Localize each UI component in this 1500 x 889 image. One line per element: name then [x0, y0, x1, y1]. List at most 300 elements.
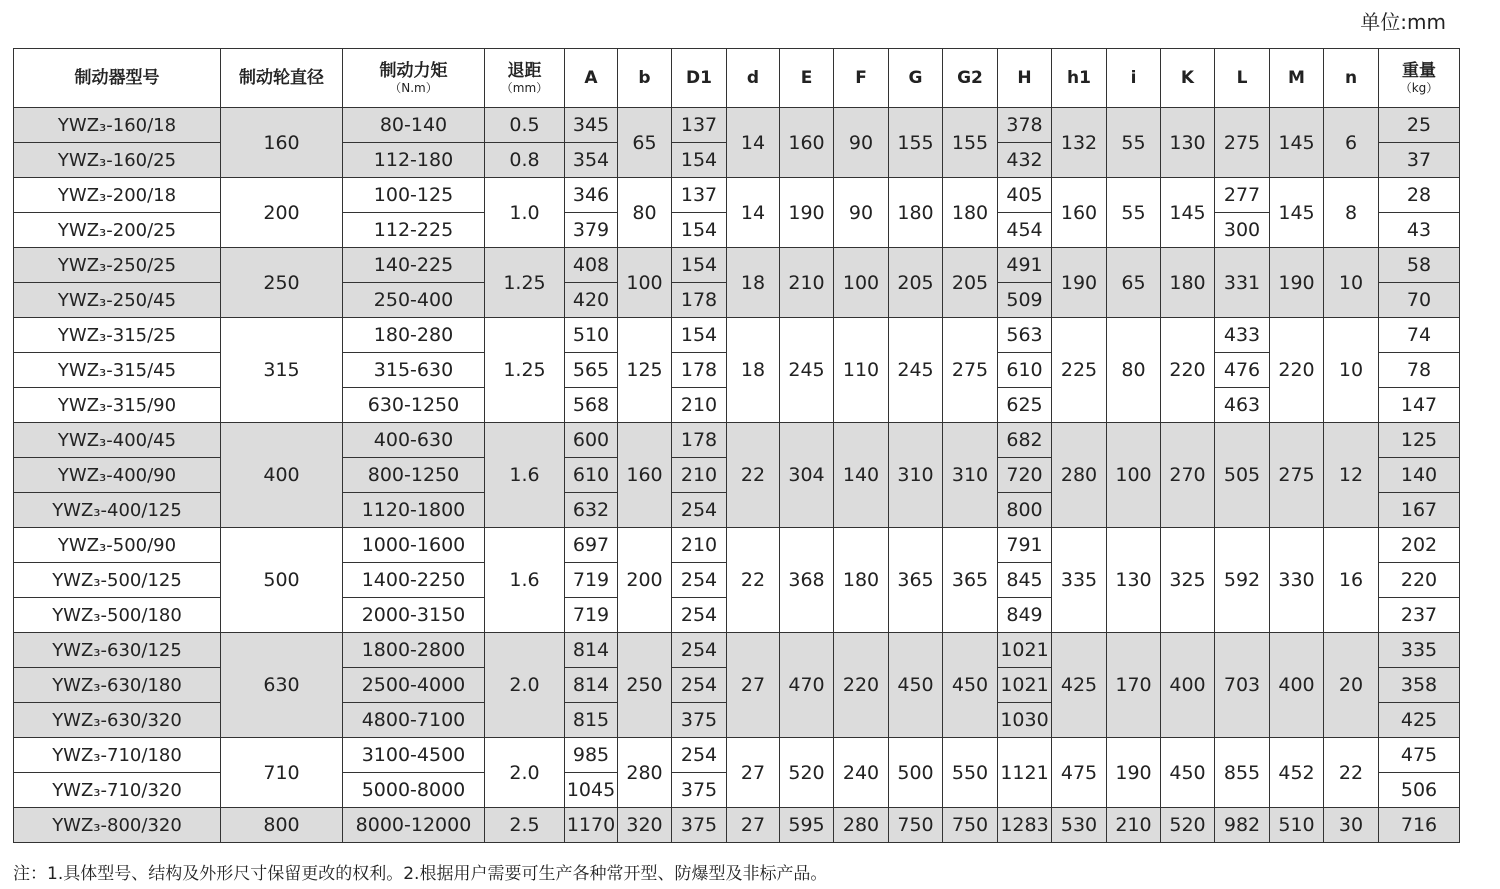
- dim-d1-cell: 375: [672, 808, 727, 843]
- table-row: [14, 108, 1460, 143]
- header-row: [14, 49, 1460, 108]
- dim-k-cell: 520: [1161, 808, 1215, 843]
- torque-cell: 1800-2800: [343, 633, 485, 668]
- dim-e-cell: 368: [780, 528, 834, 633]
- dim-d1-cell: 254: [672, 598, 727, 633]
- dim-d1-cell: 254: [672, 633, 727, 668]
- column-header-label: L: [1236, 67, 1248, 88]
- dim-k-cell: 130: [1161, 108, 1215, 178]
- dim-a-cell: 379: [565, 213, 618, 248]
- dim-d1-cell: 375: [672, 703, 727, 738]
- model-cell: YWZ₃-400/125: [14, 493, 221, 528]
- dim-h-cell: 1021: [998, 633, 1052, 668]
- column-header-label: 重量: [1402, 60, 1436, 81]
- dim-n-cell: 6: [1324, 108, 1379, 178]
- dim-i-cell: 55: [1107, 178, 1161, 248]
- model-cell: YWZ₃-800/320: [14, 808, 221, 843]
- dim-a-cell: 600: [565, 423, 618, 458]
- dim-l-cell: 982: [1215, 808, 1270, 843]
- retreat-cell: 2.0: [485, 633, 565, 738]
- torque-cell: 100-125: [343, 178, 485, 213]
- column-header-label: 制动轮直径: [239, 67, 324, 88]
- dim-g2-cell: 750: [943, 808, 998, 843]
- column-header-label: b: [638, 67, 651, 88]
- weight-cell: 28: [1379, 178, 1460, 213]
- dim-g2-cell: 180: [943, 178, 998, 248]
- weight-cell: 147: [1379, 388, 1460, 423]
- retreat-cell: 0.8: [485, 143, 565, 178]
- dim-h-cell: 1121: [998, 738, 1052, 808]
- torque-cell: 250-400: [343, 283, 485, 318]
- dim-d1-cell: 375: [672, 773, 727, 808]
- dim-i-cell: 170: [1107, 633, 1161, 738]
- dim-m-cell: 145: [1270, 108, 1324, 178]
- dim-i-cell: 210: [1107, 808, 1161, 843]
- dim-h-cell: 845: [998, 563, 1052, 598]
- dim-h-cell: 791: [998, 528, 1052, 563]
- dim-a-cell: 610: [565, 458, 618, 493]
- dim-h-cell: 1030: [998, 703, 1052, 738]
- dim-a-cell: 814: [565, 633, 618, 668]
- column-header: [1161, 49, 1215, 108]
- weight-cell: 43: [1379, 213, 1460, 248]
- dim-k-cell: 180: [1161, 248, 1215, 318]
- column-header-label: F: [855, 67, 867, 88]
- column-header-label: d: [746, 67, 760, 88]
- column-header-label: G: [908, 67, 923, 88]
- column-header-unit: （N.m）: [389, 81, 438, 95]
- dim-a-cell: 345: [565, 108, 618, 143]
- dim-e-cell: 520: [780, 738, 834, 808]
- dim-h1-cell: 475: [1052, 738, 1107, 808]
- weight-cell: 358: [1379, 668, 1460, 703]
- torque-cell: 5000-8000: [343, 773, 485, 808]
- dim-n-cell: 10: [1324, 318, 1379, 423]
- dim-k-cell: 145: [1161, 178, 1215, 248]
- model-cell: YWZ₃-315/45: [14, 353, 221, 388]
- table-row: [14, 738, 1460, 773]
- dim-h-cell: 849: [998, 598, 1052, 633]
- column-header: [943, 49, 998, 108]
- dim-b-cell: 250: [618, 633, 672, 738]
- retreat-cell: 1.25: [485, 248, 565, 318]
- dim-d-cell: 27: [727, 633, 780, 738]
- dim-g2-cell: 450: [943, 633, 998, 738]
- dim-a-cell: 985: [565, 738, 618, 773]
- dim-h-cell: 1021: [998, 668, 1052, 703]
- column-header-label: 制动器型号: [74, 67, 160, 88]
- model-cell: YWZ₃-160/25: [14, 143, 221, 178]
- dim-h-cell: 509: [998, 283, 1052, 318]
- dim-m-cell: 510: [1270, 808, 1324, 843]
- torque-cell: 80-140: [343, 108, 485, 143]
- wheel-diameter-cell: 200: [221, 178, 343, 248]
- dim-l-cell: 331: [1215, 248, 1270, 318]
- model-cell: YWZ₃-710/180: [14, 738, 221, 773]
- column-header: [565, 49, 618, 108]
- dim-g-cell: 750: [889, 808, 943, 843]
- weight-cell: 25: [1379, 108, 1460, 143]
- dim-a-cell: 1170: [565, 808, 618, 843]
- dim-f-cell: 280: [834, 808, 889, 843]
- column-header-label: 退距: [507, 60, 542, 81]
- dim-h-cell: 378: [998, 108, 1052, 143]
- dim-b-cell: 65: [618, 108, 672, 178]
- dim-d1-cell: 137: [672, 108, 727, 143]
- dim-e-cell: 470: [780, 633, 834, 738]
- wheel-diameter-cell: 400: [221, 423, 343, 528]
- dim-g-cell: 155: [889, 108, 943, 178]
- column-header: [1052, 49, 1107, 108]
- dim-d-cell: 14: [727, 108, 780, 178]
- dim-g2-cell: 275: [943, 318, 998, 423]
- footnote: 注：1.具体型号、结构及外形尺寸保留更改的权利。2.根据用户需要可生产各种常开型、防爆型及非标产品。: [13, 864, 828, 884]
- model-cell: YWZ₃-630/320: [14, 703, 221, 738]
- dim-a-cell: 719: [565, 598, 618, 633]
- dim-b-cell: 280: [618, 738, 672, 808]
- table-row: [14, 633, 1460, 668]
- torque-cell: 4800-7100: [343, 703, 485, 738]
- torque-cell: 630-1250: [343, 388, 485, 423]
- dim-b-cell: 320: [618, 808, 672, 843]
- column-header: [672, 49, 727, 108]
- retreat-cell: 0.5: [485, 108, 565, 143]
- dim-g-cell: 205: [889, 248, 943, 318]
- retreat-cell: 2.5: [485, 808, 565, 843]
- column-header-unit: （kg）: [1399, 81, 1439, 95]
- torque-cell: 1120-1800: [343, 493, 485, 528]
- dim-m-cell: 330: [1270, 528, 1324, 633]
- dim-f-cell: 240: [834, 738, 889, 808]
- dim-h-cell: 720: [998, 458, 1052, 493]
- dim-g-cell: 245: [889, 318, 943, 423]
- column-header-label: E: [800, 67, 813, 88]
- dim-h1-cell: 160: [1052, 178, 1107, 248]
- dim-i-cell: 190: [1107, 738, 1161, 808]
- column-header-label: K: [1180, 67, 1195, 88]
- dim-d1-cell: 210: [672, 388, 727, 423]
- torque-cell: 800-1250: [343, 458, 485, 493]
- dim-n-cell: 8: [1324, 178, 1379, 248]
- table-row: [14, 808, 1460, 843]
- dim-f-cell: 180: [834, 528, 889, 633]
- weight-cell: 425: [1379, 703, 1460, 738]
- dim-b-cell: 160: [618, 423, 672, 528]
- dim-n-cell: 12: [1324, 423, 1379, 528]
- torque-cell: 140-225: [343, 248, 485, 283]
- wheel-diameter-cell: 250: [221, 248, 343, 318]
- dim-i-cell: 130: [1107, 528, 1161, 633]
- dim-g-cell: 365: [889, 528, 943, 633]
- dim-d1-cell: 210: [672, 458, 727, 493]
- weight-cell: 167: [1379, 493, 1460, 528]
- torque-cell: 3100-4500: [343, 738, 485, 773]
- dim-g-cell: 310: [889, 423, 943, 528]
- dim-d-cell: 18: [727, 248, 780, 318]
- table-row: [14, 528, 1460, 563]
- wheel-diameter-cell: 800: [221, 808, 343, 843]
- column-header: [1270, 49, 1324, 108]
- torque-cell: 112-225: [343, 213, 485, 248]
- dim-l-cell: 275: [1215, 108, 1270, 178]
- dim-e-cell: 245: [780, 318, 834, 423]
- dim-b-cell: 125: [618, 318, 672, 423]
- dim-k-cell: 270: [1161, 423, 1215, 528]
- torque-cell: 400-630: [343, 423, 485, 458]
- dim-f-cell: 90: [834, 108, 889, 178]
- torque-cell: 315-630: [343, 353, 485, 388]
- column-header-label: A: [584, 67, 598, 88]
- dim-e-cell: 210: [780, 248, 834, 318]
- dim-l-cell: 433: [1215, 318, 1270, 353]
- dim-l-cell: 463: [1215, 388, 1270, 423]
- column-header: [998, 49, 1052, 108]
- dim-a-cell: 632: [565, 493, 618, 528]
- weight-cell: 475: [1379, 738, 1460, 773]
- dim-k-cell: 450: [1161, 738, 1215, 808]
- weight-cell: 78: [1379, 353, 1460, 388]
- dim-n-cell: 30: [1324, 808, 1379, 843]
- dim-f-cell: 110: [834, 318, 889, 423]
- column-header-label: n: [1344, 67, 1358, 88]
- torque-cell: 112-180: [343, 143, 485, 178]
- model-cell: YWZ₃-630/180: [14, 668, 221, 703]
- dim-h-cell: 405: [998, 178, 1052, 213]
- dim-a-cell: 1045: [565, 773, 618, 808]
- dim-a-cell: 420: [565, 283, 618, 318]
- dim-h1-cell: 132: [1052, 108, 1107, 178]
- column-header-label: i: [1130, 67, 1137, 88]
- dim-f-cell: 220: [834, 633, 889, 738]
- column-header-label: 制动力矩: [379, 60, 448, 81]
- wheel-diameter-cell: 160: [221, 108, 343, 178]
- dim-h1-cell: 280: [1052, 423, 1107, 528]
- table-row: [14, 248, 1460, 283]
- dim-e-cell: 304: [780, 423, 834, 528]
- column-header: [1215, 49, 1270, 108]
- model-cell: YWZ₃-200/25: [14, 213, 221, 248]
- dim-g2-cell: 550: [943, 738, 998, 808]
- dim-h-cell: 610: [998, 353, 1052, 388]
- unit-label: 单位:mm: [1360, 10, 1446, 34]
- dim-d1-cell: 154: [672, 318, 727, 353]
- model-cell: YWZ₃-315/25: [14, 318, 221, 353]
- weight-cell: 335: [1379, 633, 1460, 668]
- column-header: [727, 49, 780, 108]
- dim-d1-cell: 254: [672, 668, 727, 703]
- dim-d-cell: 18: [727, 318, 780, 423]
- weight-cell: 237: [1379, 598, 1460, 633]
- model-cell: YWZ₃-400/45: [14, 423, 221, 458]
- dim-b-cell: 80: [618, 178, 672, 248]
- dim-m-cell: 220: [1270, 318, 1324, 423]
- model-cell: YWZ₃-315/90: [14, 388, 221, 423]
- column-header-label: h1: [1067, 67, 1091, 88]
- weight-cell: 202: [1379, 528, 1460, 563]
- dim-g-cell: 180: [889, 178, 943, 248]
- dim-e-cell: 595: [780, 808, 834, 843]
- table-row: [14, 178, 1460, 213]
- dim-g2-cell: 365: [943, 528, 998, 633]
- dim-d1-cell: 254: [672, 563, 727, 598]
- torque-cell: 2000-3150: [343, 598, 485, 633]
- torque-cell: 8000-12000: [343, 808, 485, 843]
- dim-h1-cell: 225: [1052, 318, 1107, 423]
- dim-h1-cell: 335: [1052, 528, 1107, 633]
- model-cell: YWZ₃-250/25: [14, 248, 221, 283]
- column-header-label: H: [1017, 67, 1032, 88]
- dim-a-cell: 510: [565, 318, 618, 353]
- dim-i-cell: 80: [1107, 318, 1161, 423]
- dim-l-cell: 300: [1215, 213, 1270, 248]
- dim-h-cell: 625: [998, 388, 1052, 423]
- dim-d-cell: 22: [727, 423, 780, 528]
- torque-cell: 1000-1600: [343, 528, 485, 563]
- dim-g-cell: 500: [889, 738, 943, 808]
- dim-f-cell: 100: [834, 248, 889, 318]
- column-header-label: D1: [686, 67, 712, 88]
- dim-a-cell: 697: [565, 528, 618, 563]
- table-row: [14, 423, 1460, 458]
- retreat-cell: 1.6: [485, 423, 565, 528]
- dim-n-cell: 22: [1324, 738, 1379, 808]
- torque-cell: 1400-2250: [343, 563, 485, 598]
- column-header: [1324, 49, 1379, 108]
- dim-g2-cell: 155: [943, 108, 998, 178]
- dim-k-cell: 220: [1161, 318, 1215, 423]
- dim-m-cell: 400: [1270, 633, 1324, 738]
- model-cell: YWZ₃-500/90: [14, 528, 221, 563]
- dim-l-cell: 505: [1215, 423, 1270, 528]
- model-cell: YWZ₃-500/125: [14, 563, 221, 598]
- dim-a-cell: 719: [565, 563, 618, 598]
- dim-d-cell: 27: [727, 738, 780, 808]
- dim-f-cell: 140: [834, 423, 889, 528]
- dim-l-cell: 855: [1215, 738, 1270, 808]
- dim-d1-cell: 154: [672, 143, 727, 178]
- dim-l-cell: 703: [1215, 633, 1270, 738]
- dim-m-cell: 452: [1270, 738, 1324, 808]
- dim-d1-cell: 254: [672, 738, 727, 773]
- weight-cell: 74: [1379, 318, 1460, 353]
- retreat-cell: 1.25: [485, 318, 565, 423]
- dim-d-cell: 14: [727, 178, 780, 248]
- weight-cell: 140: [1379, 458, 1460, 493]
- weight-cell: 125: [1379, 423, 1460, 458]
- table-row: [14, 318, 1460, 353]
- dim-e-cell: 160: [780, 108, 834, 178]
- dim-i-cell: 65: [1107, 248, 1161, 318]
- dim-f-cell: 90: [834, 178, 889, 248]
- dim-n-cell: 10: [1324, 248, 1379, 318]
- column-header-unit: （mm）: [500, 81, 549, 95]
- dim-h1-cell: 190: [1052, 248, 1107, 318]
- retreat-cell: 2.0: [485, 738, 565, 808]
- dim-d1-cell: 254: [672, 493, 727, 528]
- dim-d1-cell: 178: [672, 423, 727, 458]
- dim-g2-cell: 205: [943, 248, 998, 318]
- dim-d1-cell: 137: [672, 178, 727, 213]
- weight-cell: 37: [1379, 143, 1460, 178]
- dim-a-cell: 814: [565, 668, 618, 703]
- dim-k-cell: 400: [1161, 633, 1215, 738]
- dim-d-cell: 22: [727, 528, 780, 633]
- dim-a-cell: 565: [565, 353, 618, 388]
- dim-l-cell: 476: [1215, 353, 1270, 388]
- wheel-diameter-cell: 315: [221, 318, 343, 423]
- dim-a-cell: 354: [565, 143, 618, 178]
- dim-d1-cell: 154: [672, 248, 727, 283]
- dim-b-cell: 200: [618, 528, 672, 633]
- column-header: [343, 49, 485, 108]
- dim-m-cell: 190: [1270, 248, 1324, 318]
- dim-d-cell: 27: [727, 808, 780, 843]
- dim-m-cell: 275: [1270, 423, 1324, 528]
- dim-h1-cell: 425: [1052, 633, 1107, 738]
- column-header: [780, 49, 834, 108]
- weight-cell: 506: [1379, 773, 1460, 808]
- dim-g-cell: 450: [889, 633, 943, 738]
- dim-h-cell: 563: [998, 318, 1052, 353]
- model-cell: YWZ₃-400/90: [14, 458, 221, 493]
- dim-h-cell: 432: [998, 143, 1052, 178]
- dim-a-cell: 568: [565, 388, 618, 423]
- dim-l-cell: 277: [1215, 178, 1270, 213]
- model-cell: YWZ₃-500/180: [14, 598, 221, 633]
- column-header: [1379, 49, 1460, 108]
- dim-k-cell: 325: [1161, 528, 1215, 633]
- model-cell: YWZ₃-160/18: [14, 108, 221, 143]
- model-cell: YWZ₃-200/18: [14, 178, 221, 213]
- model-cell: YWZ₃-710/320: [14, 773, 221, 808]
- dim-h1-cell: 530: [1052, 808, 1107, 843]
- dim-h-cell: 454: [998, 213, 1052, 248]
- weight-cell: 70: [1379, 283, 1460, 318]
- dim-d1-cell: 154: [672, 213, 727, 248]
- column-header-label: G2: [957, 67, 983, 88]
- dim-h-cell: 1283: [998, 808, 1052, 843]
- dim-d1-cell: 178: [672, 353, 727, 388]
- dim-e-cell: 190: [780, 178, 834, 248]
- dim-a-cell: 408: [565, 248, 618, 283]
- column-header: [485, 49, 565, 108]
- retreat-cell: 1.0: [485, 178, 565, 248]
- dim-m-cell: 145: [1270, 178, 1324, 248]
- dim-i-cell: 100: [1107, 423, 1161, 528]
- column-header: [618, 49, 672, 108]
- torque-cell: 180-280: [343, 318, 485, 353]
- wheel-diameter-cell: 500: [221, 528, 343, 633]
- retreat-cell: 1.6: [485, 528, 565, 633]
- model-cell: YWZ₃-630/125: [14, 633, 221, 668]
- torque-cell: 2500-4000: [343, 668, 485, 703]
- column-header: [221, 49, 343, 108]
- dim-h-cell: 682: [998, 423, 1052, 458]
- dim-h-cell: 491: [998, 248, 1052, 283]
- column-header: [1107, 49, 1161, 108]
- wheel-diameter-cell: 630: [221, 633, 343, 738]
- column-header: [834, 49, 889, 108]
- dim-a-cell: 346: [565, 178, 618, 213]
- weight-cell: 58: [1379, 248, 1460, 283]
- spec-table: [13, 48, 1460, 843]
- dim-d1-cell: 210: [672, 528, 727, 563]
- dim-d1-cell: 178: [672, 283, 727, 318]
- column-header-label: M: [1288, 67, 1305, 88]
- dim-a-cell: 815: [565, 703, 618, 738]
- model-cell: YWZ₃-250/45: [14, 283, 221, 318]
- dim-i-cell: 55: [1107, 108, 1161, 178]
